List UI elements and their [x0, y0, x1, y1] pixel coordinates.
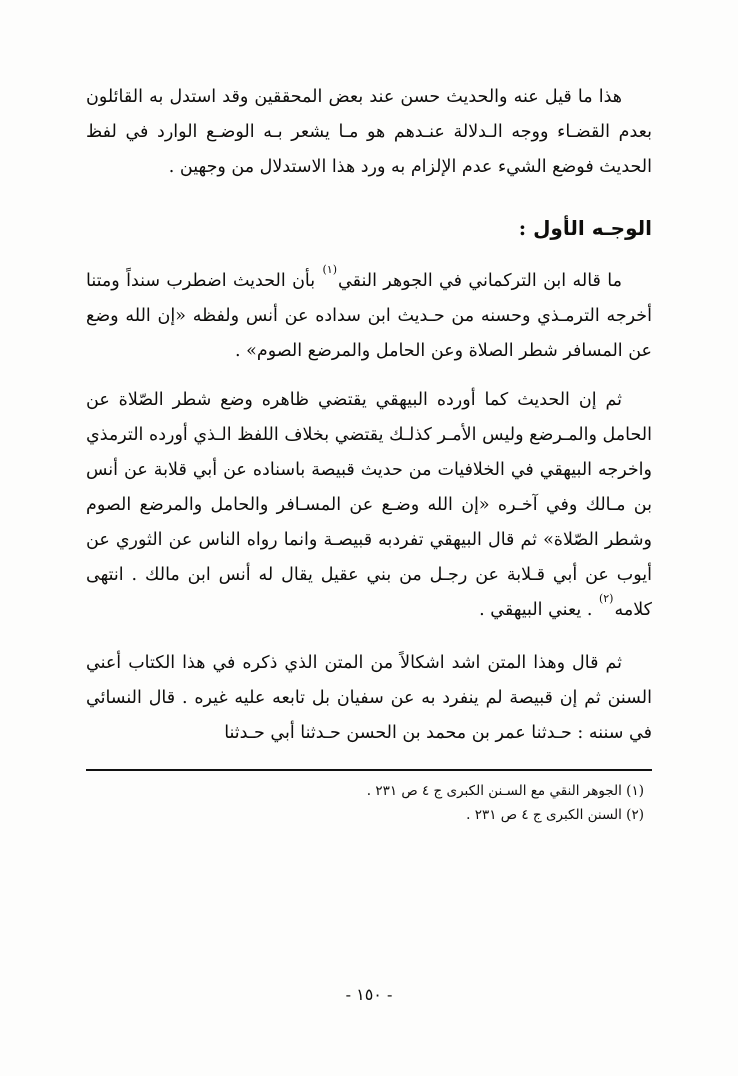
paragraph-intro-text: هذا ما قيل عنه والحديث حسن عند بعض المحققين وقد استدل به القائلون بعدم القضـاء ووجه الـدلالة عنـدهم هو مـا يشعر بـه الوضـع الوارد في لفظ الحديث فوضع الشيء عدم الإلزام به ورد هذا الاستدلال من وجهين .	[86, 87, 652, 177]
footnote-separator-line	[86, 769, 652, 771]
paragraph-nasai-chain	[86, 646, 652, 751]
paragraph4-text: ثم قال وهذا المتن اشد اشكالاً من المتن الذي ذكره في هذا الكتاب أعني السنن ثم إن قبيصة لم ينفرد به عن سفيان بل تابعه عليه غيره . قال النسائي في سننه : حـدثنا عمر بن محمد بن الحسن حـدثنا أبي حـدثنا	[86, 653, 652, 743]
paragraph2-before: ما قاله ابن التركماني في الجوهر النقي	[338, 271, 622, 291]
paragraph3-before: ثم إن الحديث كما أورده البيهقي يقتضي ظاهره وضع شطر الصّلاة عن الحامل والمـرضع وليس الأمـر كذلـك يقتضي بخلاف اللفظ الـذي أورده الترمذي واخرجه البيهقي في الخلافيات من حديث قبيصة باسناده عن أبي قلابة عن أنس بن مـالك وفي آخـره «إن الله وضـع عن المسـافر والحامل والمرضع الصوم وشطر الصّلاة» ثم قال البيهقي تفردبه قبيصـة وانما رواه الناس عن الثوري عن أيوب عن أبي قـلابة عن رجـل من بني عقيل يقال له أنس ابن مالك . انتهى كلامه	[86, 390, 652, 620]
footnote-marker-1: (١)	[322, 263, 338, 277]
paragraph-turkumani-quote	[86, 264, 652, 369]
section-heading-first-aspect: الوجـه الأول :	[518, 216, 652, 240]
paragraph3-after: . يعني البيهقي .	[479, 600, 598, 620]
paragraph2-after: بأن الحديث اضطرب سنداً ومتنا أخرجه الترمـذي وحسنه من حـديث ابن سداده عن أنس ولفظه «إن الله وضع عن المسافر شطر الصلاة وعن الحامل والمرضع الصوم» .	[86, 271, 652, 361]
main-text-block	[86, 80, 652, 751]
footnote-marker-2: (٢)	[598, 592, 614, 606]
footnote-block	[86, 769, 652, 827]
footnote-2: (٢) السنن الكبرى ج ٤ ص ٢٣١ .	[466, 807, 644, 823]
page-number: - ١٥٠ -	[345, 985, 393, 1004]
footnote-1: (١) الجوهر النقي مع السـنن الكبرى ج ٤ ص ٢٣١ .	[366, 783, 644, 799]
paragraph-bayhaqi-discussion	[86, 383, 652, 628]
paragraph-intro	[86, 80, 652, 185]
